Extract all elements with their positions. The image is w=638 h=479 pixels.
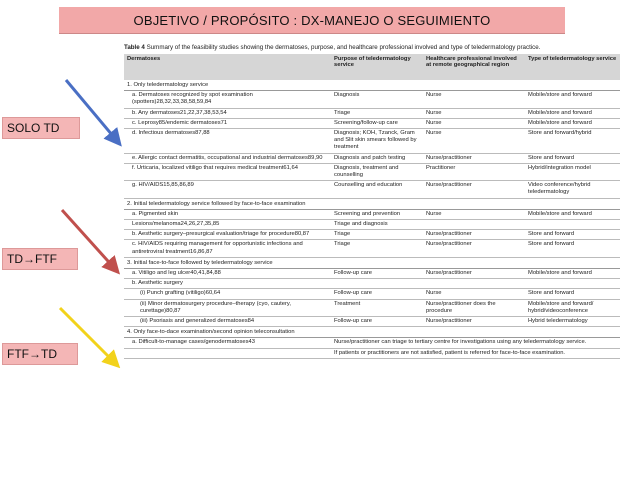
cell-type: Hybrid teledermatology [525,317,620,327]
table-row [124,91,620,108]
red-arrow [62,210,116,270]
cell-purpose: Counselling and education [331,181,423,198]
header-purpose: Purpose of teledermatology service [331,54,423,80]
cell-purpose: Triage [331,108,423,118]
cell-professional: Nurse [423,91,525,108]
cell-spanning-note: Nurse/practitioner can triage to tertiary centre for investigations using any teledermatology service. [331,338,620,348]
cell-professional: Practitioner [423,163,525,180]
cell-purpose: Diagnosis; KOH, Tzanck, Gram and Slit skin smears followed by treatment [331,129,423,154]
cell-purpose: Triage and diagnosis [331,220,423,230]
cell-type: Store and forward [525,230,620,240]
cell-dermatoses: a. Difficult-to-manage cases/genodermatoses43 [124,338,331,348]
table-section-row [124,198,620,209]
cell-dermatoses: (iii) Psoriasis and generalized dermatoses84 [124,317,331,327]
cell-dermatoses: c. Leprosy85/endemic dermatoses71 [124,118,331,128]
section-title: 3. Initial face-to-face followed by teledermatology service [124,257,620,268]
cell-professional: Nurse/practitioner [423,317,525,327]
table-row [124,289,620,299]
table-row [124,163,620,180]
cell-type [525,220,620,230]
document-table-image [124,44,620,476]
cell-type: Mobile/store and forward/ hybrid/videoconference [525,299,620,316]
cell-professional: Nurse/practitioner [423,153,525,163]
cell-dermatoses: e. Allergic contact dermatitis, occupational and industrial dermatoses89,90 [124,153,331,163]
section-title: 4. Only face-to-dace examination/second opinion teleconsultation [124,327,620,338]
cell-purpose: Follow-up care [331,317,423,327]
cell-professional: Nurse/practitioner [423,230,525,240]
feasibility-table [124,54,620,359]
table-caption-text: Summary of the feasibility studies showing the dermatoses, purpose, and healthcare professional involved and type of teledermatology practice. [146,44,541,51]
cell-professional [423,279,525,289]
cell-dermatoses: (i) Punch grafting (vitiligo)60,64 [124,289,331,299]
cell-purpose: Screening/follow-up care [331,118,423,128]
cell-dermatoses: d. Infectious dermatoses87,88 [124,129,331,154]
cell-purpose: Diagnosis, treatment and counselling [331,163,423,180]
cell-type: Mobile/store and forward [525,118,620,128]
cell-purpose: Diagnosis and patch testing [331,153,423,163]
cell-purpose: Diagnosis [331,91,423,108]
table-row [124,181,620,198]
cell-type: Store and forward [525,153,620,163]
cell-type: Hybrid/integration model [525,163,620,180]
section-title: 1. Only teledermatology service [124,80,620,91]
cell-dermatoses: f. Urticaria, localized vitiligo that requires medical treatment61,64 [124,163,331,180]
table-section-row [124,80,620,91]
cell-type [525,279,620,289]
table-row [124,108,620,118]
table-caption [124,44,620,51]
cell-dermatoses [124,348,331,358]
cell-type: Mobile/store and forward [525,209,620,219]
cell-spanning-note: If patients or practitioners are not satisfied, patient is referred for face-to-face examination. [331,348,620,358]
cell-type: Store and forward [525,289,620,299]
blue-arrow [66,80,118,142]
cell-professional: Nurse [423,108,525,118]
table-section-row [124,327,620,338]
table-row [124,279,620,289]
table-row [124,209,620,219]
cell-dermatoses: b. Any dermatoses21,22,37,38,53,54 [124,108,331,118]
label-td-ftf: TD→FTF [2,248,78,270]
cell-type: Store and forward [525,240,620,257]
cell-dermatoses: Lesions/melanoma24,26,27,35,85 [124,220,331,230]
table-caption-label: Table 4 [124,44,145,51]
cell-purpose: Triage [331,240,423,257]
cell-dermatoses: c. HIV/AIDS requiring management for opportunistic infections and antiretroviral treatment16,86,87 [124,240,331,257]
table-row [124,153,620,163]
table-row [124,348,620,358]
cell-professional: Nurse [423,289,525,299]
cell-dermatoses: a. Pigmented skin [124,209,331,219]
cell-professional: Nurse/practitioner [423,240,525,257]
cell-type: Mobile/store and forward [525,269,620,279]
cell-purpose [331,279,423,289]
cell-professional: Nurse [423,209,525,219]
header-type: Type of teledermatology service [525,54,620,80]
label-ftf-td: FTF→TD [2,343,78,365]
cell-professional: Nurse [423,118,525,128]
table-section-row [124,257,620,268]
table-row [124,317,620,327]
slide-title: OBJETIVO / PROPÓSITO : DX-MANEJO O SEGUIMIENTO [59,7,565,34]
table-row [124,269,620,279]
section-title: 2. Initial teledermatology service followed by face-to-face examination [124,198,620,209]
cell-type: Mobile/store and forward [525,91,620,108]
cell-type: Video conference/hybrid teledermatology [525,181,620,198]
yellow-arrow [60,308,116,364]
table-row [124,338,620,348]
header-professional: Healthcare professional involved at remote geographical region [423,54,525,80]
cell-purpose: Screening and prevention [331,209,423,219]
cell-purpose: Follow-up care [331,269,423,279]
cell-professional: Nurse/practitioner [423,269,525,279]
table-header-row [124,54,620,80]
cell-dermatoses: g. HIV/AIDS15,85,86,89 [124,181,331,198]
label-solo-td: SOLO TD [2,117,80,139]
cell-professional: Nurse/practitioner [423,181,525,198]
cell-type: Store and forward/hybrid [525,129,620,154]
cell-dermatoses: a. Vitiligo and leg ulcer40,41,84,88 [124,269,331,279]
header-dermatoses: Dermatoses [124,54,331,80]
table-row [124,118,620,128]
table-row [124,240,620,257]
cell-purpose: Treatment [331,299,423,316]
cell-purpose: Follow-up care [331,289,423,299]
cell-type: Mobile/store and forward [525,108,620,118]
cell-dermatoses: b. Aesthetic surgery–presurgical evaluation/triage for procedure80,87 [124,230,331,240]
table-row [124,230,620,240]
table-row [124,220,620,230]
cell-professional [423,220,525,230]
cell-professional: Nurse [423,129,525,154]
cell-professional: Nurse/practitioner does the procedure [423,299,525,316]
cell-dermatoses: b. Aesthetic surgery [124,279,331,289]
table-row [124,299,620,316]
cell-dermatoses: a. Dermatoses recognized by spot examination (spotters)28,32,33,38,58,59,84 [124,91,331,108]
cell-purpose: Triage [331,230,423,240]
cell-dermatoses: (ii) Minor dermatosurgery procedure–therapy (cyo, cautery, curettage)80,87 [124,299,331,316]
table-row [124,129,620,154]
